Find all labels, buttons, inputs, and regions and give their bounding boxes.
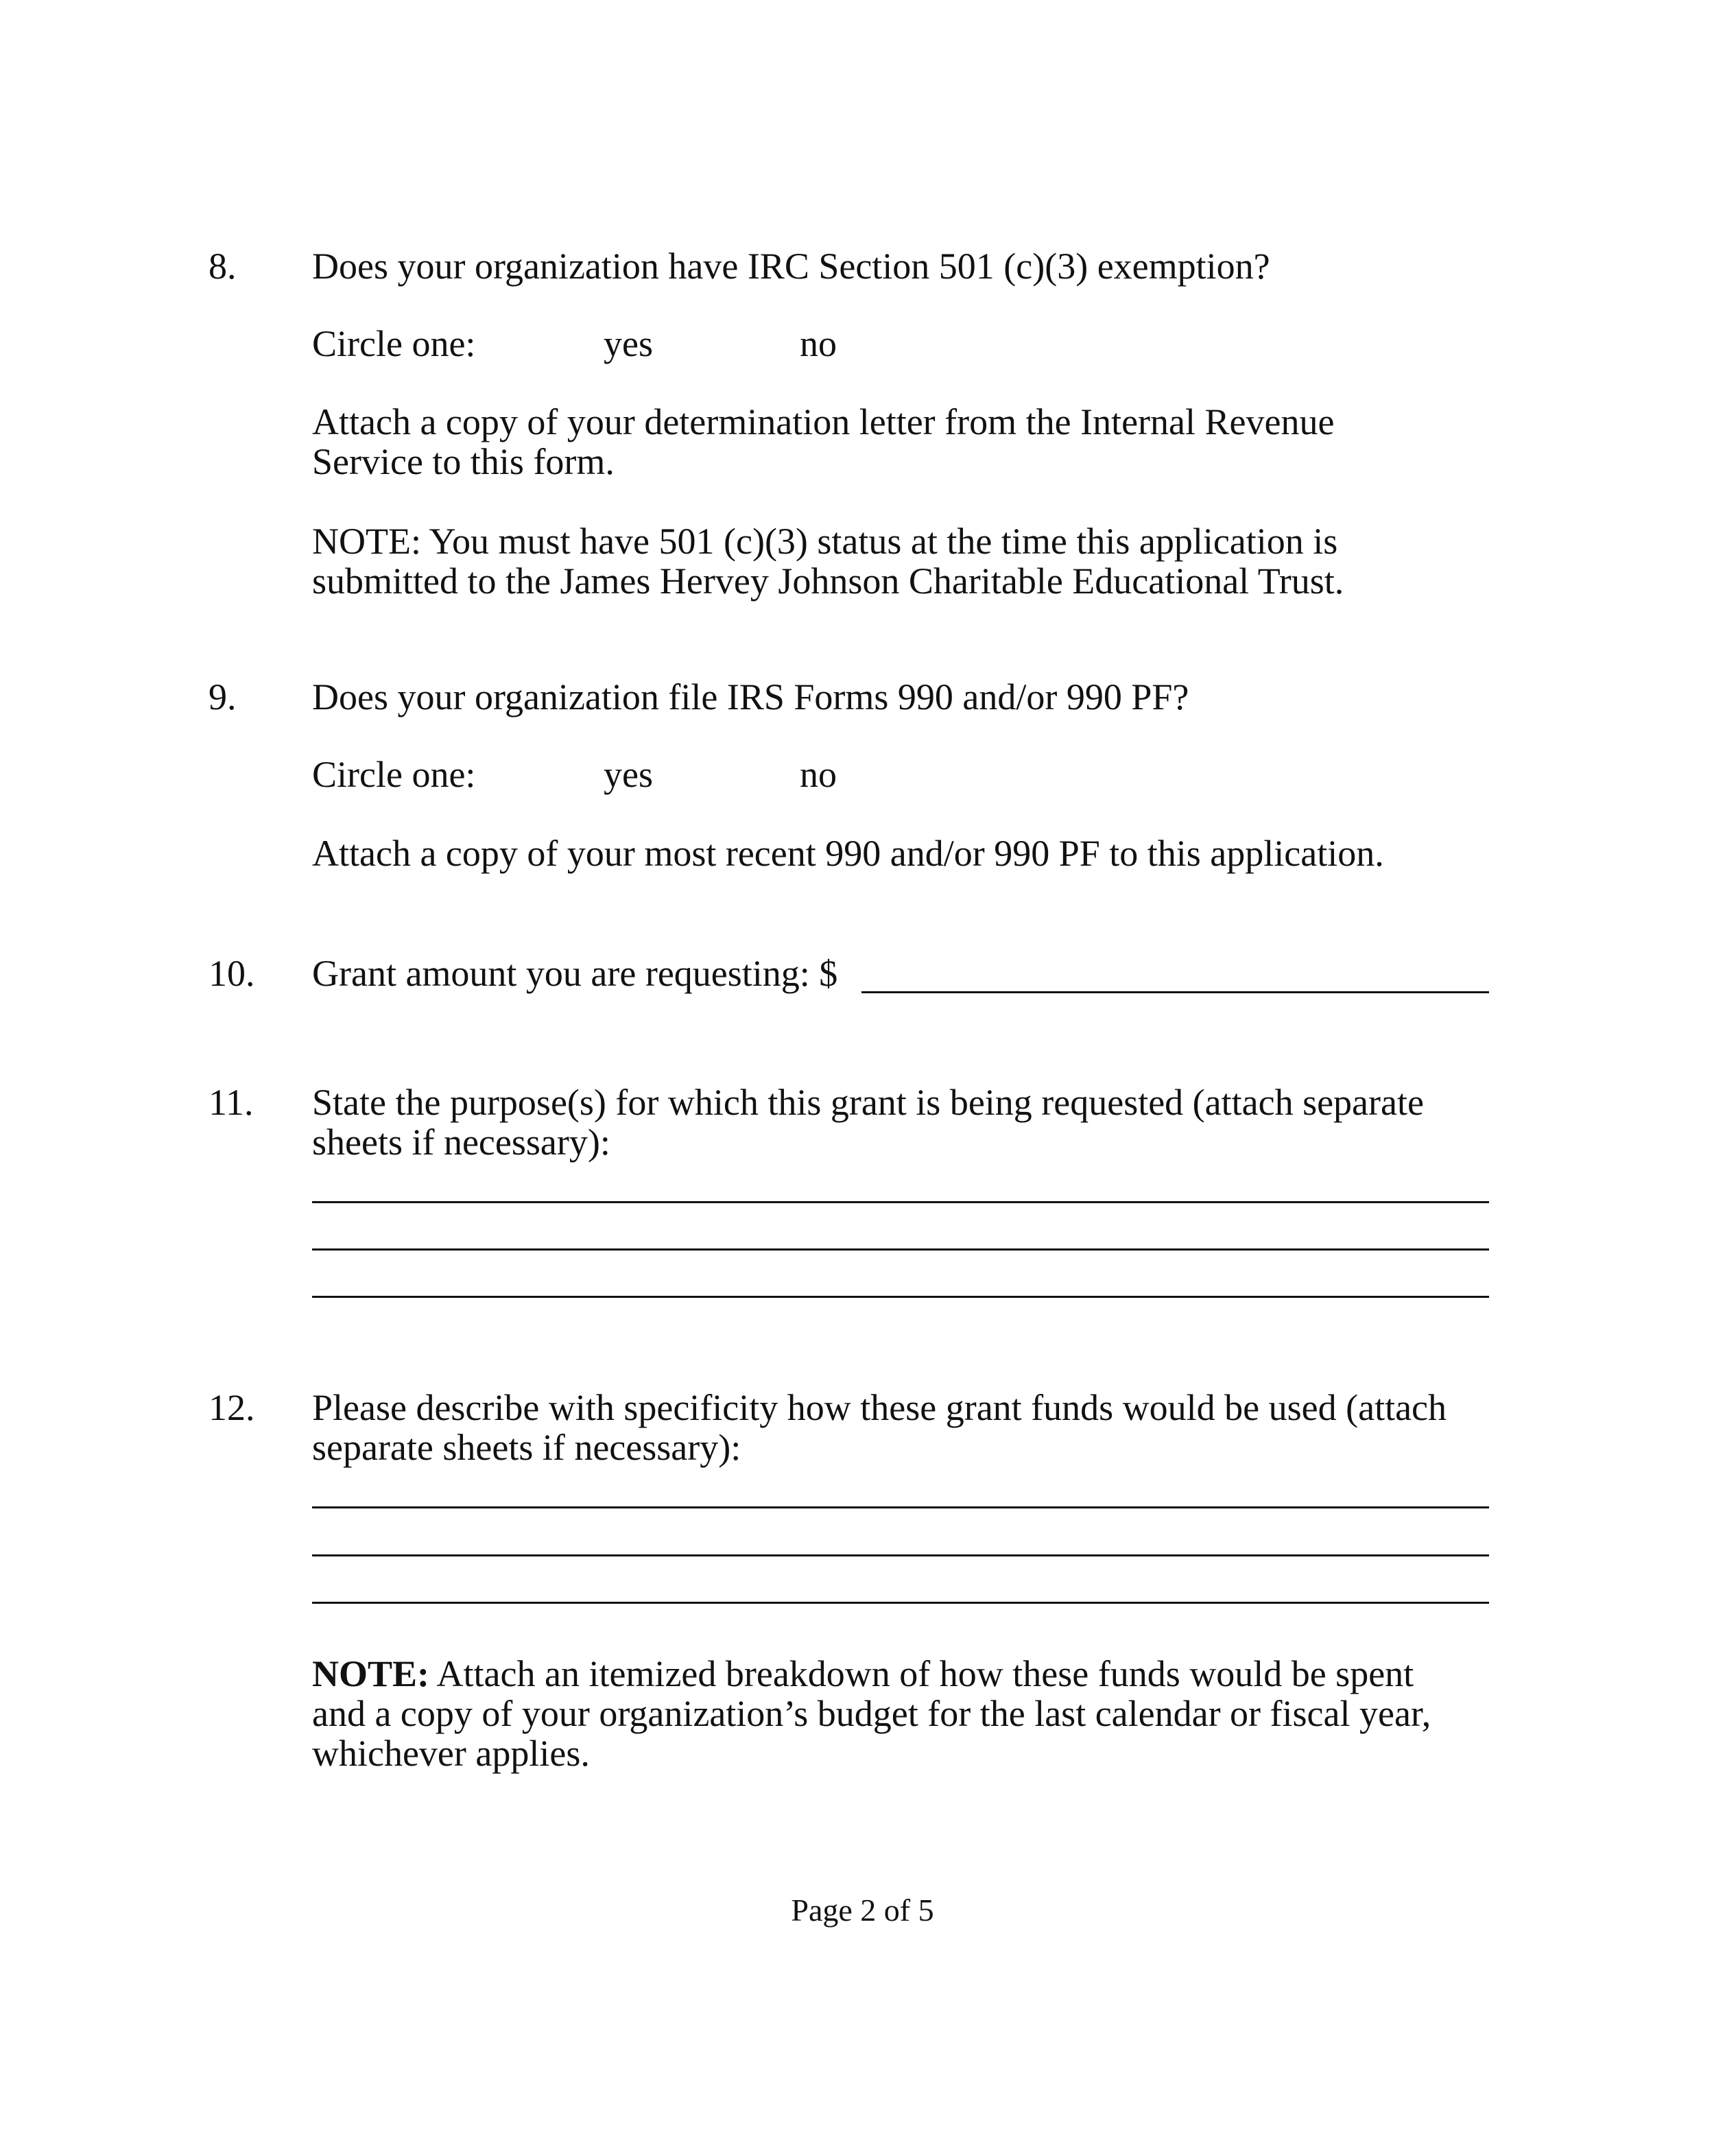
- final-note-line-3: whichever applies.: [312, 1733, 590, 1774]
- q8-number: 8.: [209, 246, 237, 287]
- q8-note-line-1: NOTE: You must have 501 (c)(3) status at the time this application is: [312, 521, 1338, 562]
- q8-option-yes[interactable]: yes: [604, 323, 653, 364]
- q12-line-1: Please describe with specificity how these grant funds would be used (attach: [312, 1387, 1447, 1428]
- q11-line-2: sheets if necessary):: [312, 1122, 610, 1163]
- page-number: Page 2 of 5: [791, 1893, 934, 1928]
- q9-attach-line-1: Attach a copy of your most recent 990 and/or 990 PF to this application.: [312, 833, 1384, 874]
- q8-question: Does your organization have IRC Section 501 (c)(3) exemption?: [312, 246, 1270, 287]
- q12-line-2: separate sheets if necessary):: [312, 1427, 741, 1468]
- final-note-line-1: [312, 1654, 1414, 1694]
- q11-number: 11.: [209, 1082, 254, 1123]
- q12-number: 12.: [209, 1387, 255, 1428]
- purpose-answer-line-1[interactable]: [312, 1201, 1489, 1203]
- q9-option-no[interactable]: no: [800, 754, 837, 795]
- grant-amount-field[interactable]: [861, 991, 1489, 993]
- funds-use-answer-line-2[interactable]: [312, 1554, 1489, 1556]
- q9-number: 9.: [209, 676, 237, 718]
- q10-number: 10.: [209, 953, 255, 994]
- q9-option-yes[interactable]: yes: [604, 754, 653, 795]
- q9-question: Does your organization file IRS Forms 990 and/or 990 PF?: [312, 676, 1189, 718]
- purpose-answer-line-2[interactable]: [312, 1248, 1489, 1251]
- q8-option-no[interactable]: no: [800, 323, 837, 364]
- funds-use-answer-line-1[interactable]: [312, 1506, 1489, 1508]
- q10-question: Grant amount you are requesting: $: [312, 953, 838, 994]
- purpose-answer-line-3[interactable]: [312, 1296, 1489, 1298]
- final-note-line-2: and a copy of your organization’s budget for the last calendar or fiscal year,: [312, 1693, 1431, 1734]
- final-note-label: NOTE:: [312, 1653, 430, 1694]
- q11-line-1: State the purpose(s) for which this grant is being requested (attach separate: [312, 1082, 1424, 1123]
- q8-attach-line-2: Service to this form.: [312, 441, 615, 482]
- funds-use-answer-line-3[interactable]: [312, 1602, 1489, 1604]
- q9-circle-label: Circle one:: [312, 754, 476, 795]
- q8-note-line-2: submitted to the James Hervey Johnson Charitable Educational Trust.: [312, 560, 1344, 602]
- final-note-line-1-text: Attach an itemized breakdown of how these funds would be spent: [429, 1653, 1414, 1694]
- q8-circle-label: Circle one:: [312, 323, 476, 364]
- q8-attach-line-1: Attach a copy of your determination letter from the Internal Revenue: [312, 401, 1335, 442]
